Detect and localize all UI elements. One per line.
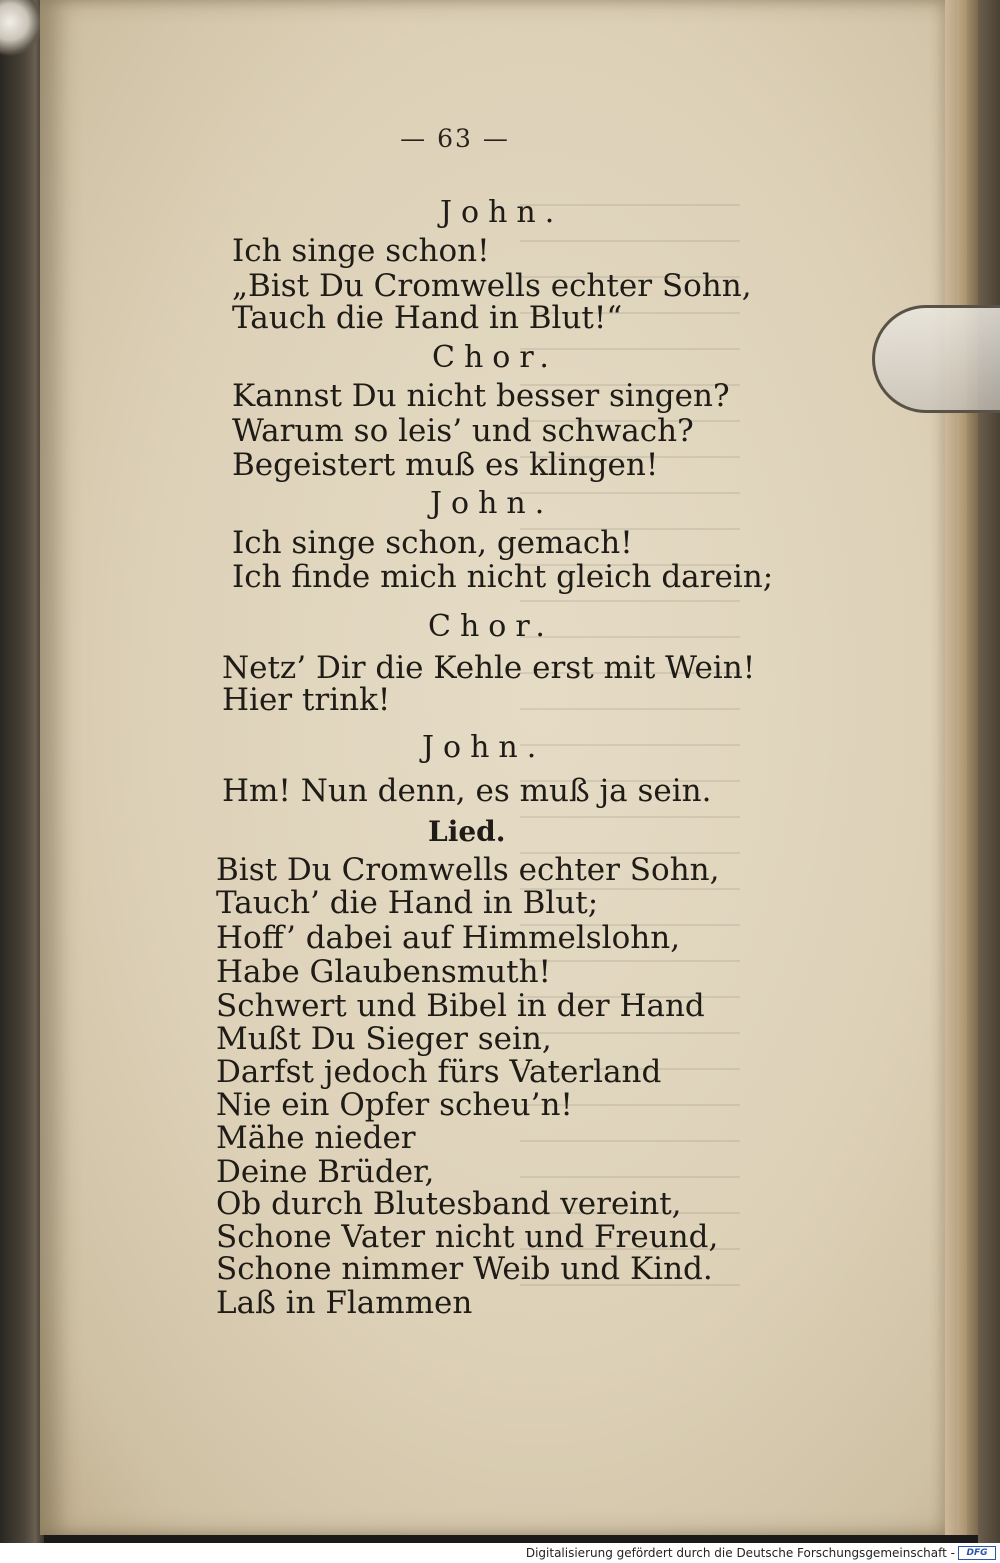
book-spine-edge: [0, 0, 44, 1563]
page-number: — 63 —: [400, 124, 510, 153]
verse-line: Begeistert muß es klingen!: [232, 447, 659, 483]
song-line: Schone Vater nicht und Freund,: [216, 1219, 719, 1255]
speaker-label: Chor.: [432, 340, 558, 375]
verse-line: Ich finde mich nicht gleich darein;: [232, 559, 774, 595]
footer-bar: [0, 1543, 1000, 1563]
speaker-label: John.: [430, 486, 554, 521]
song-line: Habe Glaubensmuth!: [216, 954, 551, 990]
page-stack-edge: [945, 0, 957, 1535]
verse-line: Kannst Du nicht besser singen?: [232, 378, 730, 414]
song-line: Laß in Flammen: [216, 1285, 473, 1321]
song-line: Darfst jedoch fürs Vaterland: [216, 1054, 662, 1090]
book-page: [40, 0, 945, 1535]
verse-line: Netz’ Dir die Kehle erst mit Wein!: [222, 650, 756, 686]
page-holder-clip: [872, 305, 1000, 413]
song-line: Bist Du Cromwells echter Sohn,: [216, 852, 720, 888]
song-line: Nie ein Opfer scheu’n!: [216, 1087, 573, 1123]
speaker-label: John.: [422, 730, 546, 765]
verse-line: Warum so leis’ und schwach?: [232, 413, 694, 449]
verse-line: „Bist Du Cromwells echter Sohn,: [232, 268, 752, 304]
song-title: Lied.: [428, 815, 506, 848]
verse-line: Hm! Nun denn, es muß ja sein.: [222, 773, 712, 809]
song-line: Schwert und Bibel in der Hand: [216, 988, 705, 1024]
song-line: Deine Brüder,: [216, 1154, 435, 1190]
song-line: Hoff’ dabei auf Himmelslohn,: [216, 920, 681, 956]
book-cover-edge: [978, 0, 1000, 1543]
verse-line: Ich singe schon, gemach!: [232, 525, 633, 561]
song-line: Tauch’ die Hand in Blut;: [216, 885, 599, 921]
song-line: Ob durch Blutesband vereint,: [216, 1186, 682, 1222]
page-stack-edge: [967, 0, 978, 1535]
song-line: Mähe nieder: [216, 1120, 416, 1156]
verse-line: Ich singe schon!: [232, 233, 490, 269]
footer-credit: Digitalisierung gefördert durch die Deutsche Forschungsgemeinschaft -: [525, 1546, 955, 1560]
verse-line: Tauch die Hand in Blut!“: [232, 300, 623, 336]
speaker-label: Chor.: [428, 609, 554, 644]
song-line: Mußt Du Sieger sein,: [216, 1021, 552, 1057]
page-stack-edge: [957, 0, 967, 1535]
page-clip-top-left: [0, 0, 44, 60]
speaker-label: John.: [440, 195, 564, 230]
song-line: Schone nimmer Weib und Kind.: [216, 1251, 713, 1287]
dfg-logo: DFG: [958, 1546, 996, 1560]
verse-line: Hier trink!: [222, 682, 391, 718]
